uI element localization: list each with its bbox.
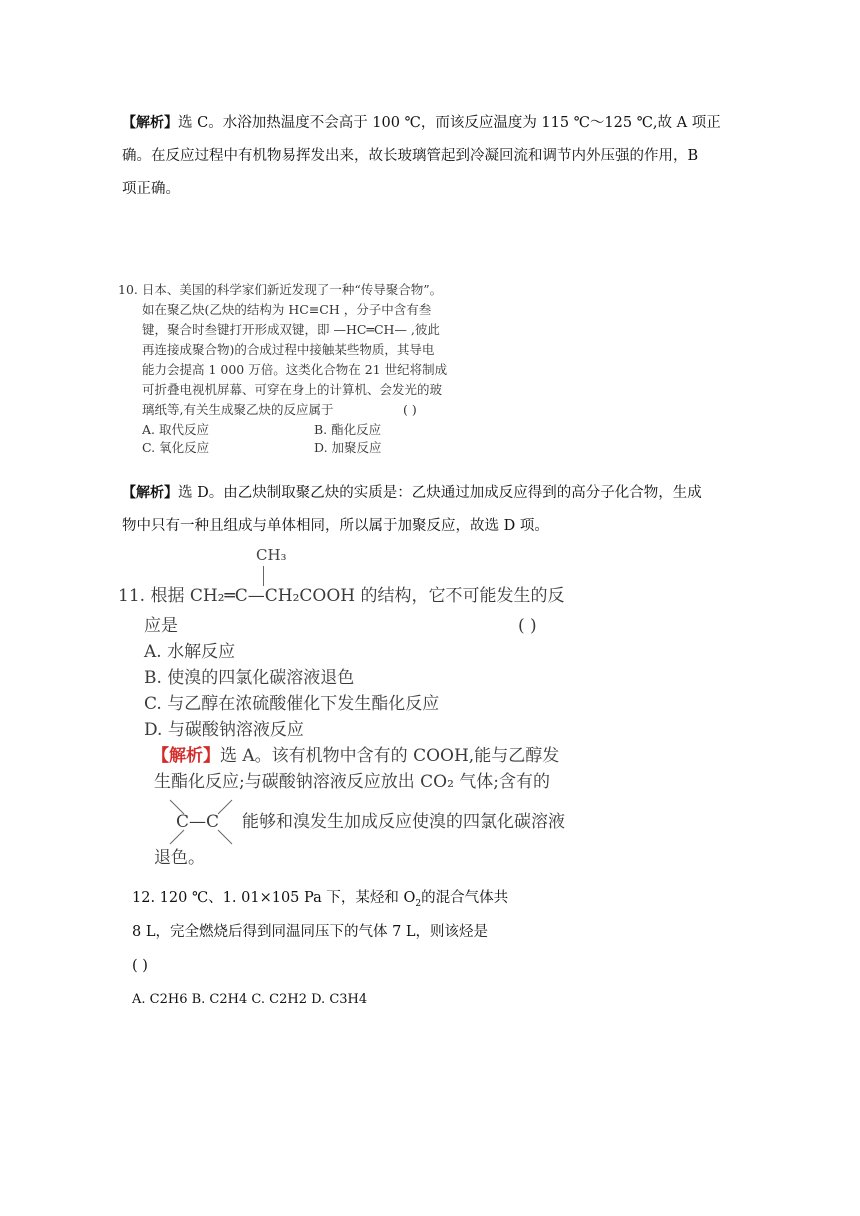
q10-answer-paren: ( ) [403, 402, 417, 417]
q12-sub: 2 [415, 898, 422, 909]
q11-option-a: A. 水解反应 [144, 642, 236, 662]
q12-line-3: ( ) [132, 958, 148, 974]
q11-solution-line-1 [152, 744, 559, 768]
q10-option-c: C. 氧化反应 [142, 440, 210, 455]
analysis-1-line-1 [122, 113, 721, 133]
q12-text-1-end: 的混合气体共 [421, 890, 509, 906]
q11-solution-text-1: 选 A。该有机物中含有的 COOH,能与乙醇发 [220, 746, 560, 766]
q11-solution-line-2: 生酯化反应;与碳酸钠溶液反应放出 CO₂ 气体;含有的 [154, 772, 551, 792]
q10-line-5: 能力会提高 1 000 万倍。这类化合物在 21 世纪将制成 [142, 362, 448, 377]
q11-option-c: C. 与乙醇在浓硫酸催化下发生酯化反应 [144, 694, 440, 714]
analysis-2-text-1: 选 D。由乙炔制取聚乙炔的实质是：乙炔通过加成反应得到的高分子化合物，生成 [178, 485, 702, 501]
q10-line-6: 可折叠电视机屏幕、可穿在身上的计算机、会发光的玻 [142, 382, 443, 397]
analysis-2-line-2: 物中只有一种且组成与单体相同，所以属于加聚反应，故选 D 项。 [122, 518, 549, 534]
q11-solution-line-4: 退色。 [154, 848, 205, 868]
q10-option-a: A. 取代反应 [142, 422, 209, 437]
q11-ch3-label: CH₃ [256, 546, 287, 564]
q10-line-4: 再连接成聚合物)的合成过程中接触某些物质，其导电 [142, 342, 435, 357]
q10-option-b: B. 酯化反应 [314, 422, 382, 437]
q11-answer-paren: ( ) [518, 616, 537, 636]
q11-cc-label: C—C [176, 812, 220, 832]
q12-text-1: 12. 120 ℃、1. 01×105 Pa 下，某烃和 O [132, 890, 416, 906]
q10-line-7: 璃纸等,有关生成聚乙炔的反应属于 [142, 402, 334, 417]
q11-solution-line-3: 能够和溴发生加成反应使溴的四氯化碳溶液 [242, 812, 565, 832]
question-10-image [118, 272, 458, 460]
analysis-tag: 【解析】 [122, 115, 178, 131]
q11-line-2: 应是 [144, 616, 178, 636]
q11-line-1: 11. 根据 CH₂═C—CH₂COOH 的结构，它不可能发生的反 [118, 586, 565, 606]
q11-option-b: B. 使溴的四氯化碳溶液退色 [144, 668, 355, 688]
analysis-tag: 【解析】 [122, 485, 178, 501]
question-11-image [118, 546, 598, 876]
q12-options: A. C2H6 B. C2H4 C. C2H2 D. C3H4 [132, 992, 368, 1007]
q10-option-d: D. 加聚反应 [314, 440, 382, 455]
q11-option-d: D. 与碳酸钠溶液反应 [144, 720, 304, 740]
analysis-1-line-2: 确。在反应过程中有机物易挥发出来，故长玻璃管起到冷凝回流和调节内外压强的作用，B [122, 148, 699, 164]
q10-line-1: 10. 日本、美国的科学家们新近发现了一种“传导聚合物”。 [118, 282, 443, 297]
analysis-2-line-1 [122, 483, 702, 503]
q12-line-2: 8 L，完全燃烧后得到同温同压下的气体 7 L，则该烃是 [132, 924, 489, 940]
q11-bond-line [263, 566, 264, 586]
analysis-1-line-3: 项正确。 [122, 181, 180, 197]
q10-line-3: 键，聚合时叁键打开形成双键，即 —HC═CH— ,彼此 [142, 322, 440, 337]
analysis-1-text-1: 选 C。水浴加热温度不会高于 100 ℃，而该反应温度为 115 ℃～125 ℃,故 A 项正 [178, 115, 721, 131]
q11-solution-tag: 【解析】 [152, 746, 220, 766]
q10-line-2: 如在聚乙炔(乙炔的结构为 HC≡CH ，分子中含有叁 [142, 302, 432, 317]
q12-line-1 [132, 888, 508, 914]
